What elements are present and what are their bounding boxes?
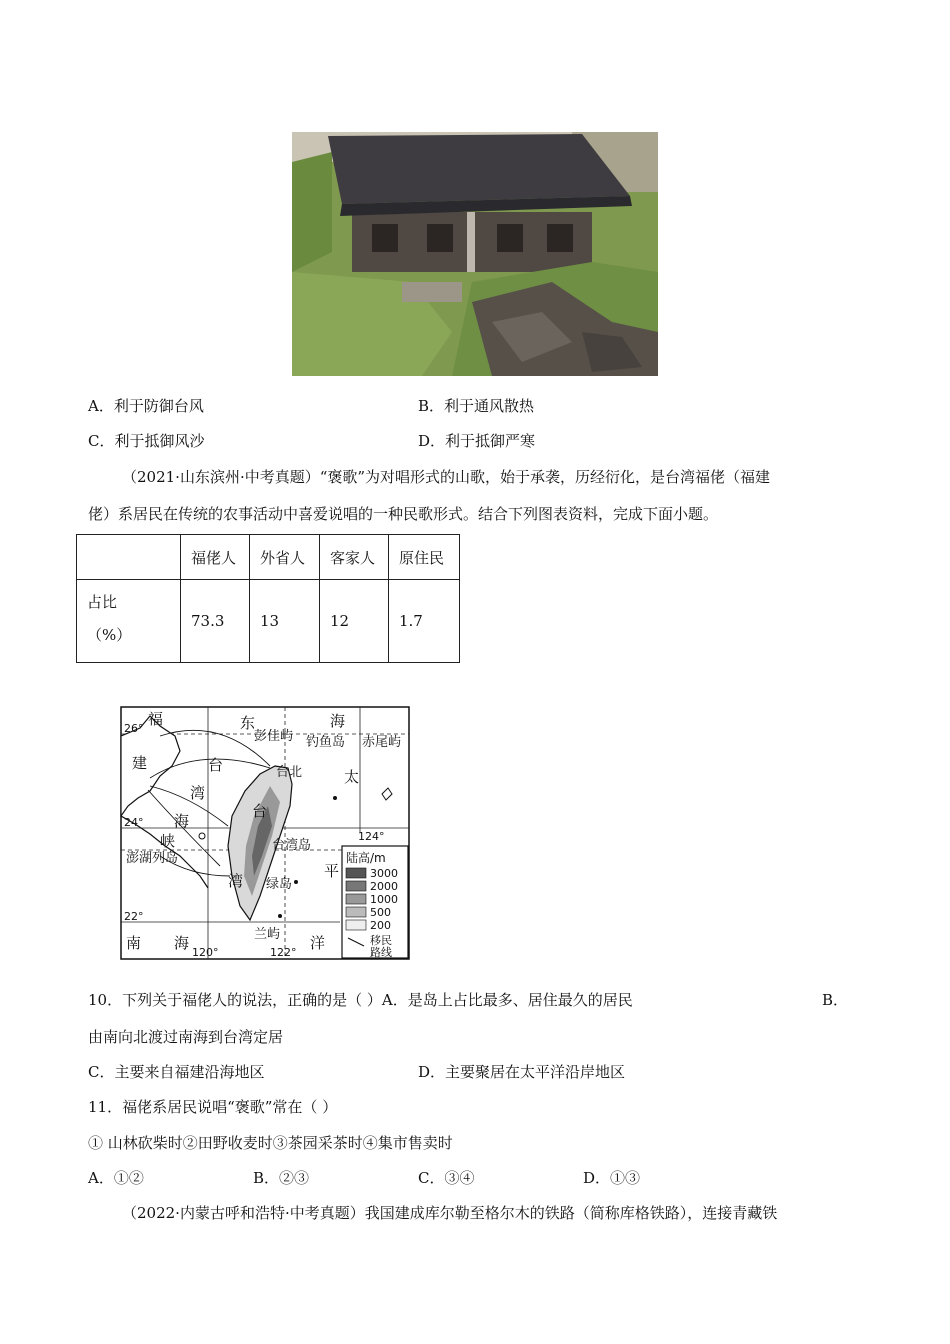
map-label: 24° [124, 816, 144, 829]
map-label: 124° [358, 830, 385, 843]
q10-option-b: 由南向北渡过南海到台湾定居 [88, 1028, 284, 1046]
q10-option-c: C．主要来自福建沿海地区 [88, 1063, 265, 1081]
house-photo-icon [292, 132, 658, 376]
table-cell: 1.7 [389, 580, 460, 663]
option-b: B．利于通风散热 [418, 397, 535, 415]
taiwan-map [120, 706, 412, 962]
map-label: 台 [252, 802, 268, 820]
map-label: 峡 [160, 832, 176, 850]
map-label: 湾 [190, 784, 206, 802]
taiwan-map-svg [120, 706, 412, 962]
option-c: C．利于抵御风沙 [88, 432, 205, 450]
map-legend [342, 846, 408, 959]
map-label: 建 [132, 754, 148, 772]
map-label: 绿岛 [266, 877, 293, 892]
map-label: 台北 [276, 765, 303, 780]
q11-option-c: C．③④ [418, 1169, 475, 1187]
map-label: 福 [148, 710, 164, 728]
map-label: 海 [174, 934, 190, 952]
table-cell: 13 [250, 580, 320, 663]
map-label: 台 [208, 756, 224, 774]
map-label: 海 [174, 812, 190, 830]
map-label: 太 [344, 768, 360, 786]
q10-option-b-label: B． [822, 991, 849, 1009]
q10-option-d: D．主要聚居在太平洋沿岸地区 [418, 1063, 626, 1081]
table-cell: 12 [320, 580, 389, 663]
map-label: 22° [124, 910, 144, 923]
q10-stem: 10．下列关于福佬人的说法，正确的是（ ）A．是岛上占比最多、居住最久的居民 [88, 991, 633, 1009]
row-label-line-2: （%） [87, 626, 132, 644]
map-label: 26° [124, 722, 144, 735]
legend-level: 3000 [370, 867, 398, 880]
legend-route-1: 移民 [370, 934, 392, 947]
option-a: A．利于防御台风 [88, 397, 204, 415]
table-header-cell: 原住民 [389, 535, 460, 580]
q11-option-d: D．①③ [583, 1169, 641, 1187]
legend-level: 2000 [370, 880, 398, 893]
q11-items: ① 山林砍柴时②田野收麦时③茶园采茶时④集市售卖时 [88, 1134, 453, 1152]
table-header-cell [77, 535, 181, 580]
population-table [76, 534, 460, 663]
map-label: 澎湖列岛 [126, 851, 179, 866]
house-photo [292, 132, 658, 376]
next-intro: （2022·内蒙古呼和浩特·中考真题）我国建成库尔勒至格尔木的铁路（简称库格铁路），连接青藏铁 [122, 1204, 778, 1222]
q11-option-b: B．②③ [253, 1169, 310, 1187]
row-label-line-1: 占比 [87, 593, 118, 611]
intro-line-2: 佬）系居民在传统的农事活动中喜爱说唱的一种民歌形式。结合下列图表资料，完成下面小题。 [88, 505, 719, 523]
option-d: D．利于抵御严寒 [418, 432, 536, 450]
map-label: 洋 [310, 934, 326, 952]
legend-level: 200 [370, 919, 391, 932]
table-row-label [77, 580, 181, 663]
map-label: 122° [270, 946, 297, 959]
map-label: 赤尾屿 [362, 735, 402, 750]
table-header-cell: 客家人 [320, 535, 389, 580]
map-label: 兰屿 [254, 927, 281, 942]
map-label: 120° [192, 946, 219, 959]
table-row [77, 580, 460, 663]
legend-title: 陆高/m [346, 851, 386, 865]
intro-line-1: （2021·山东滨州·中考真题）“褒歌”为对唱形式的山歌，始于承袭，历经衍化，是台湾福佬（福建 [122, 468, 771, 486]
map-label: 南 [126, 934, 142, 952]
table-header-row [77, 535, 460, 580]
map-label: 海 [330, 712, 346, 730]
q11-option-a: A．①② [88, 1169, 144, 1187]
q11-stem: 11．福佬系居民说唱“褒歌”常在（ ） [88, 1098, 338, 1116]
legend-route-2: 路线 [370, 946, 392, 959]
map-label: 钓鱼岛 [306, 735, 346, 750]
map-label: 平 [324, 862, 340, 880]
legend-level: 500 [370, 906, 391, 919]
legend-level: 1000 [370, 893, 398, 906]
table-header-cell: 福佬人 [181, 535, 250, 580]
table-cell: 73.3 [181, 580, 250, 663]
map-label: 湾 [228, 872, 244, 890]
map-label: 台湾岛 [272, 838, 312, 853]
map-label: 彭佳屿 [254, 729, 294, 744]
map-label: 东 [240, 714, 256, 732]
table-header-cell: 外省人 [250, 535, 320, 580]
